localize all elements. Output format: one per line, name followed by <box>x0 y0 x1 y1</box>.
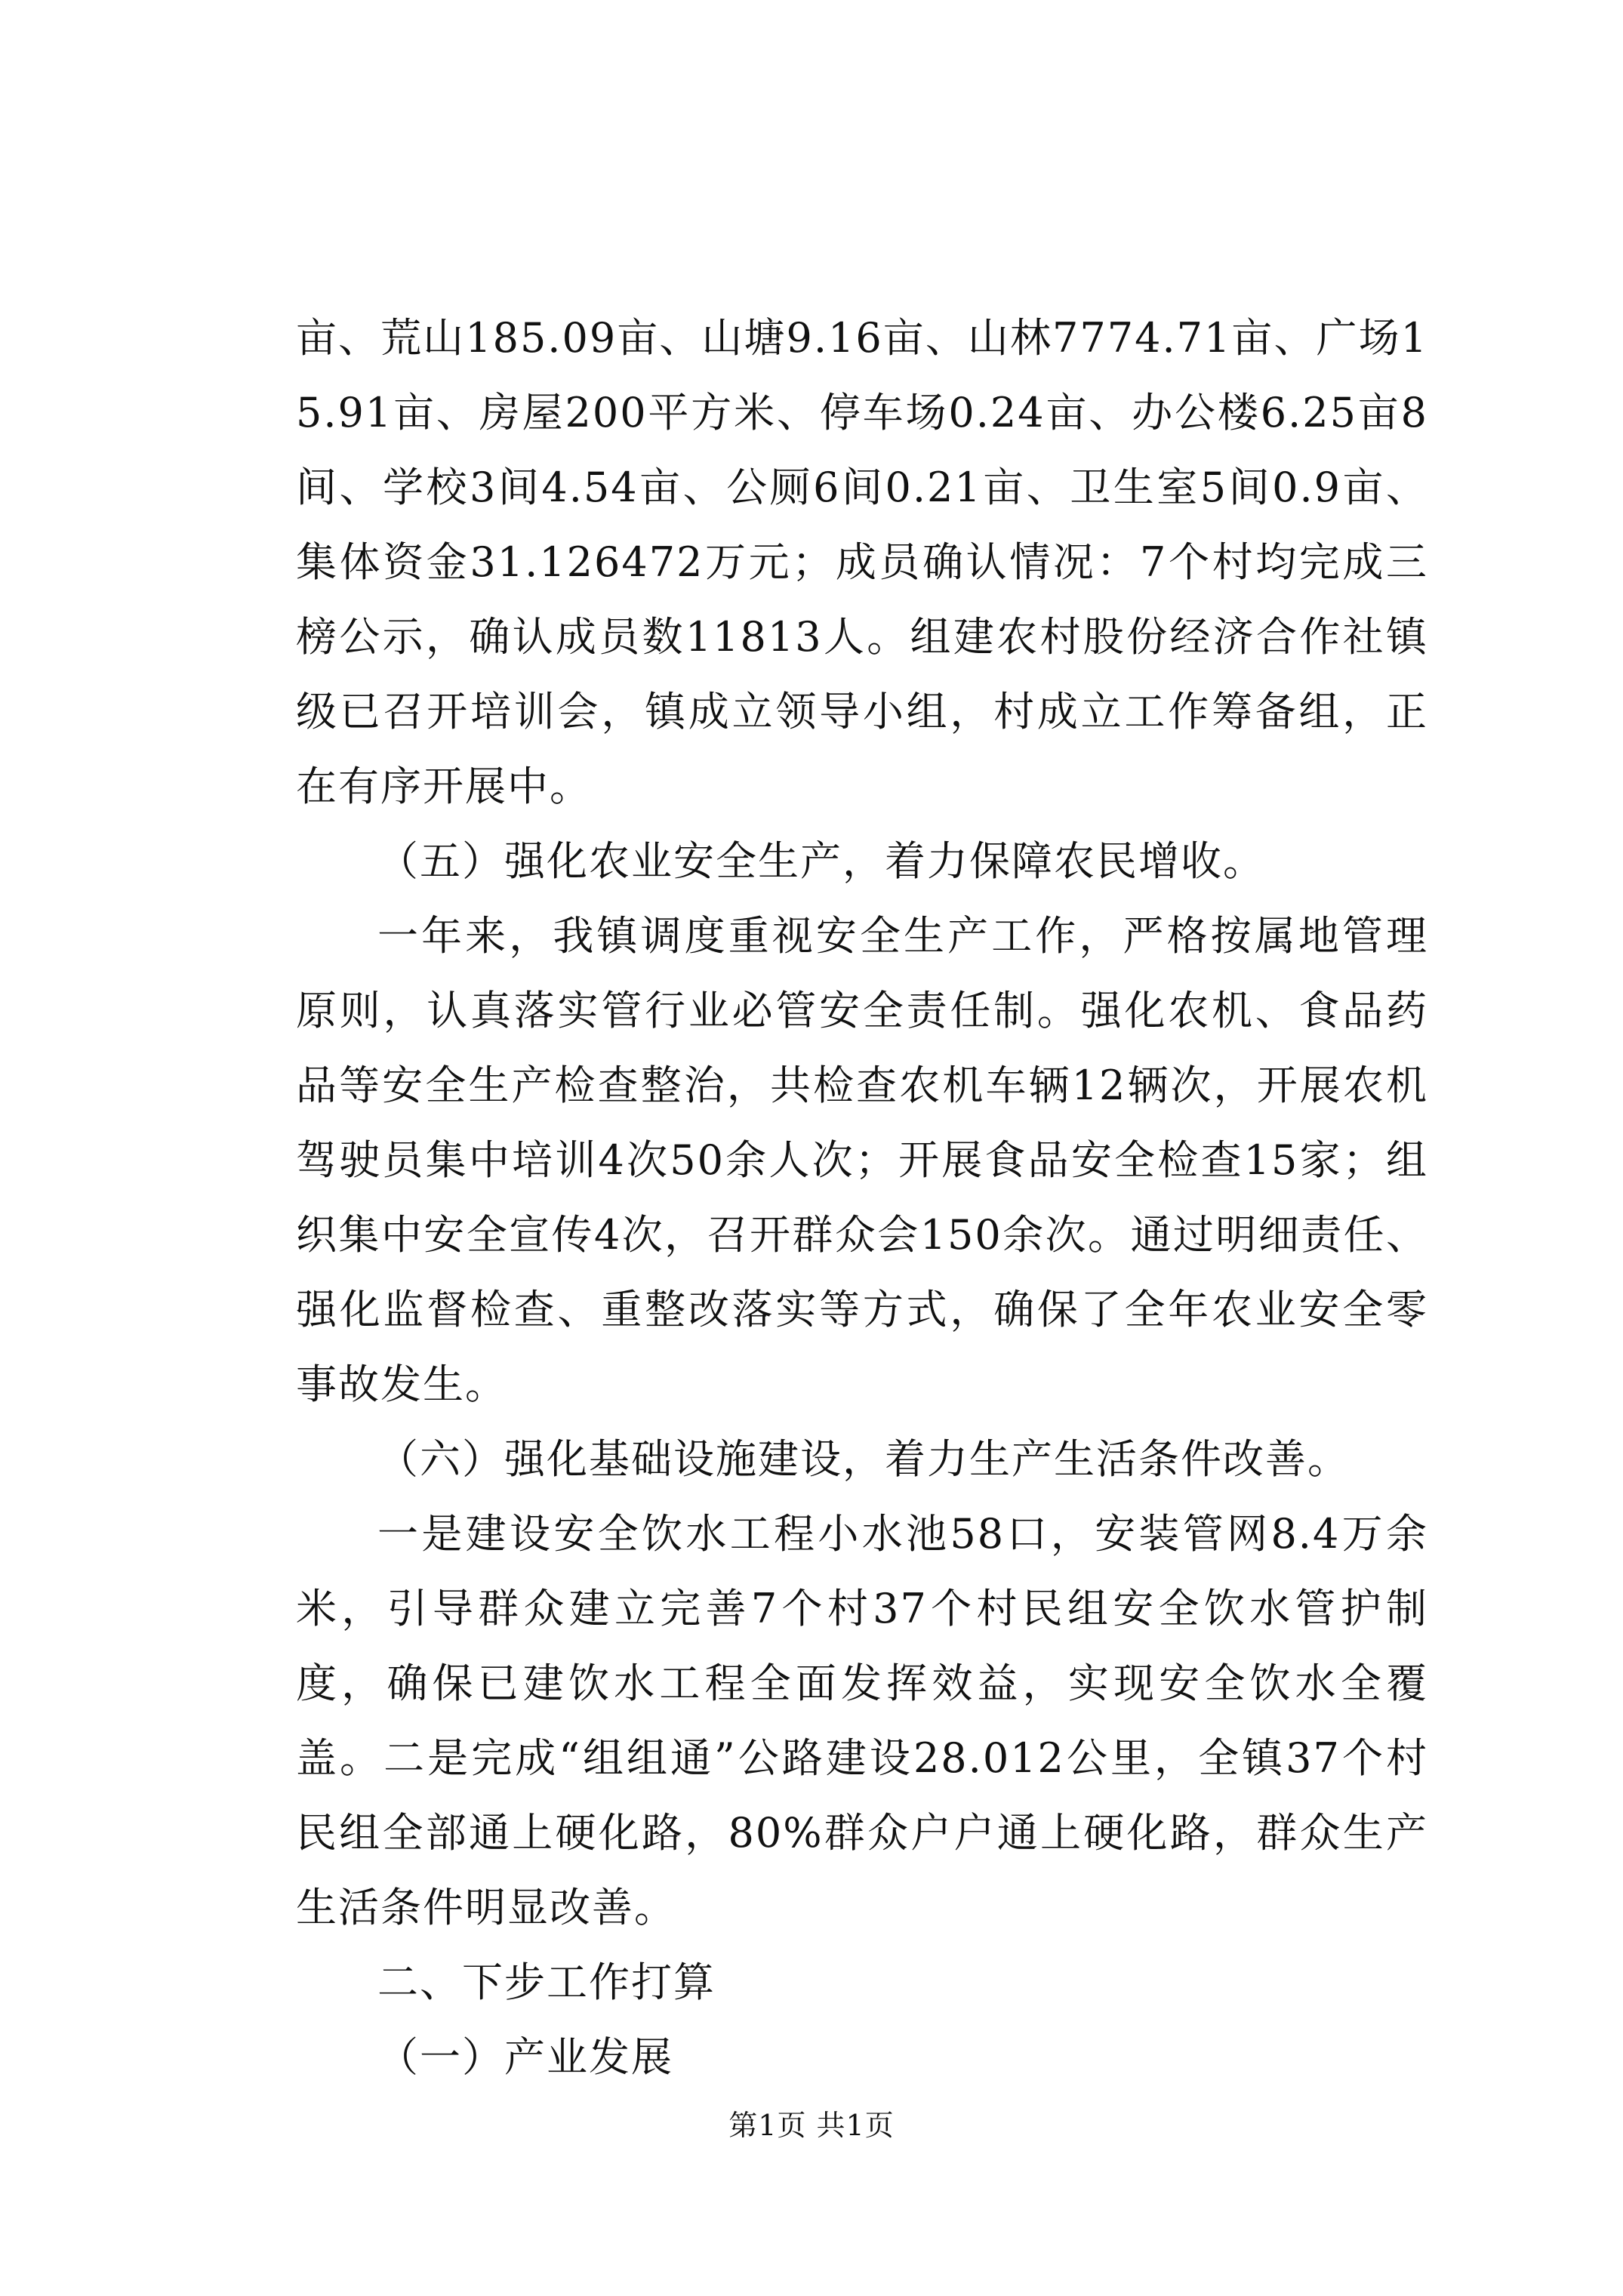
section-heading-next-steps: 二、下步工作打算 <box>377 1959 716 2006</box>
document-body <box>296 300 1428 2094</box>
paragraph-agri-safety: 一年来，我镇调度重视安全生产工作，严格按属地管理原则，认真落实管行业必管安全责任制。强化农机、食品药品等安全生产检查整治，共检查农机车辆12辆次，开展农机驾驶员集中培训4次50余人次；开展食品安全检查15家；组织集中安全宣传4次，召开群众会150余次。通过明细责任、强化监督检查、重整改落实等方式，确保了全年农业安全零事故发生。 <box>296 912 1428 1408</box>
paragraph-asset-summary: 亩、荒山185.09亩、山塘9.16亩、山林7774.71亩、广场15.91亩、房屋200平方米、停车场0.24亩、办公楼6.25亩8间、学校3间4.54亩、公厕6间0.21亩、卫生室5间0.9亩、集体资金31.126472万元；成员确认情况：7个村均完成三榜公示，确认成员数11813人。组建农村股份经济合作社镇级已召开培训会，镇成立领导小组，村成立工作筹备组，正在有序开展中。 <box>296 314 1428 810</box>
section-heading-infrastructure: （六）强化基础设施建设，着力生产生活条件改善。 <box>377 1435 1350 1483</box>
subsection-heading-industry: （一）产业发展 <box>377 2033 673 2081</box>
paragraph-infrastructure: 一是建设安全饮水工程小水池58口，安装管网8.4万余米，引导群众建立完善7个村37个村民组安全饮水管护制度，确保已建饮水工程全面发挥效益，实现安全饮水全覆盖。二是完成“组组通”公路建设28.012公里，全镇37个村民组全部通上硬化路，80%群众户户通上硬化路，群众生产生活条件明显改善。 <box>296 1510 1428 1931</box>
page-footer: 第1页 共1页 <box>728 2109 895 2142</box>
section-heading-agri-safety: （五）强化农业安全生产，着力保障农民增收。 <box>377 837 1265 885</box>
